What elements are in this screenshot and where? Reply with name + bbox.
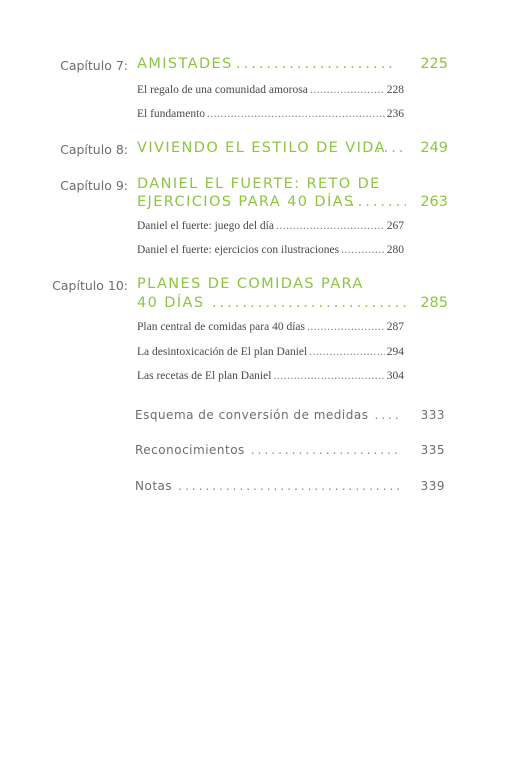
dot-leader: [341, 244, 385, 256]
dot-leader: [251, 443, 401, 457]
dot-leader: [276, 220, 385, 232]
section-page-number: 280: [386, 244, 404, 256]
section-page-number: 287: [386, 321, 404, 333]
dot-leader: [309, 346, 385, 358]
back-matter-title: Esquema de conversión de medidas: [135, 408, 369, 422]
chapter-dot-leader: [350, 194, 406, 210]
dot-leader: [273, 370, 384, 382]
section-entry: [137, 108, 404, 120]
chapter-page-number: 225: [420, 56, 448, 72]
chapter-title-line-1: PLANES DE COMIDAS PARA: [137, 276, 364, 292]
chapter-label: Capítulo 9:: [60, 178, 128, 193]
dot-leader: [207, 108, 385, 120]
section-entry: [137, 84, 404, 96]
back-matter-entry: [135, 443, 445, 457]
section-entry: [137, 346, 404, 358]
chapter-dot-leader: [236, 56, 394, 72]
chapter-title-line-1: DANIEL EL FUERTE: RETO DE: [137, 176, 381, 192]
dot-leader: [310, 84, 385, 96]
chapter-title-line-2: EJERCICIOS PARA 40 DÍAS: [137, 194, 355, 210]
back-matter-entry: [135, 479, 445, 493]
section-page-number: 304: [386, 370, 404, 382]
chapter-label: Capítulo 7:: [60, 58, 128, 73]
chapter-page-number: 249: [420, 140, 448, 156]
section-title: El fundamento: [137, 108, 206, 120]
chapter-title: VIVIENDO EL ESTILO DE VIDA: [137, 140, 386, 156]
back-matter-page-number: 339: [420, 479, 445, 493]
section-page-number: 267: [386, 220, 404, 232]
chapter-title: AMISTADES: [137, 56, 233, 72]
section-title: Plan central de comidas para 40 días: [137, 321, 305, 333]
dot-leader: [178, 479, 400, 493]
section-title: El regalo de una comunidad amorosa: [137, 84, 308, 96]
chapter-label: Capítulo 8:: [60, 142, 128, 157]
section-title: La desintoxicación de El plan Daniel: [137, 346, 308, 358]
chapter-title-line-2: 40 DÍAS: [137, 295, 205, 311]
dot-leader: [307, 321, 385, 333]
chapter-page-number: 285: [420, 295, 448, 311]
section-entry: [137, 321, 404, 333]
back-matter-entry: [135, 408, 445, 422]
section-page-number: 236: [386, 108, 404, 120]
section-title: Daniel el fuerte: ejercicios con ilustraciones: [137, 244, 340, 256]
chapter-label: Capítulo 10:: [52, 278, 128, 293]
section-entry: [137, 370, 404, 382]
back-matter-title: Notas: [135, 479, 173, 493]
section-entry: [137, 220, 404, 232]
section-page-number: 294: [386, 346, 404, 358]
section-entry: [137, 244, 404, 256]
back-matter-title: Reconocimientos: [135, 443, 245, 457]
section-title: Las recetas de El plan Daniel: [137, 370, 272, 382]
section-title: Daniel el fuerte: juego del día: [137, 220, 274, 232]
dot-leader: [374, 408, 400, 422]
section-page-number: 228: [386, 84, 404, 96]
back-matter-page-number: 335: [420, 443, 445, 457]
back-matter-page-number: 333: [420, 408, 445, 422]
chapter-dot-leader: [212, 295, 406, 311]
chapter-page-number: 263: [420, 194, 448, 210]
